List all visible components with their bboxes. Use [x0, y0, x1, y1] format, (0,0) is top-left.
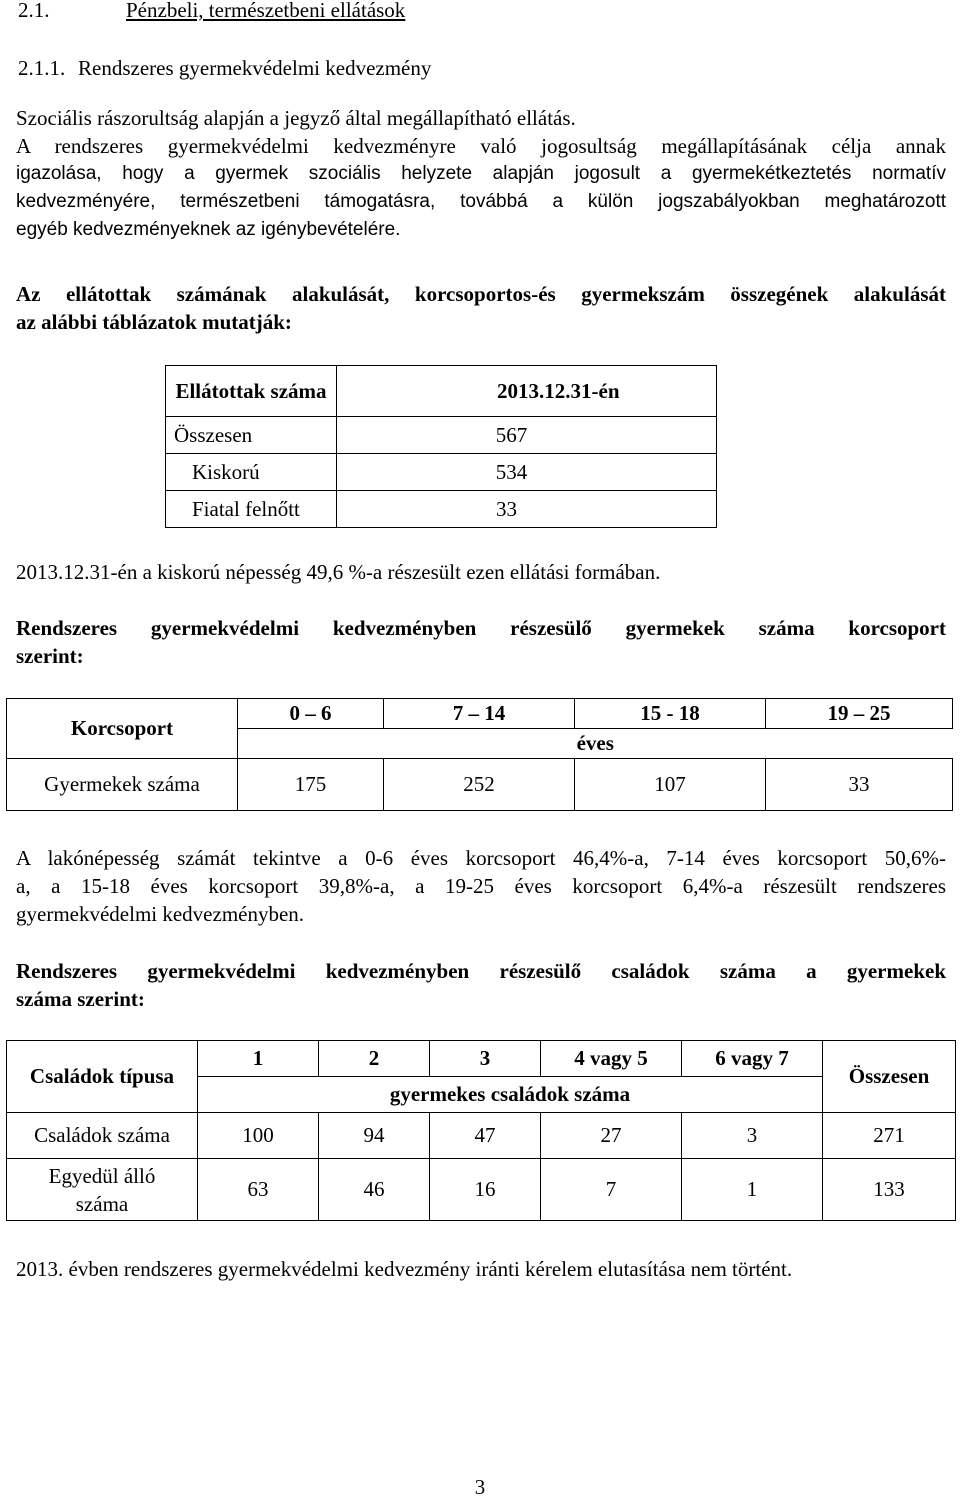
closing-note: 2013. évben rendszeres gyermekvédelmi kedvezmény iránti kérelem elutasítása nem történt. [16, 1257, 793, 1281]
table-row [166, 417, 717, 454]
value-cell: 27 [541, 1113, 682, 1159]
row-header-cell: Korcsoport [7, 699, 238, 759]
row-label: Családok száma [7, 1113, 198, 1159]
section-number: 2.1. [18, 0, 50, 22]
value-cell: 7 [541, 1159, 682, 1221]
header-cell: 2013.12.31-én [337, 366, 717, 417]
row-label: Gyermekek száma [7, 759, 238, 811]
subheader-cell: gyermekes családok száma [198, 1077, 823, 1113]
caption-line: száma szerint: [16, 987, 145, 1011]
value-cell: 1 [682, 1159, 823, 1221]
table-header-row [7, 1041, 956, 1077]
table2-note [16, 844, 946, 928]
value-cell: 46 [319, 1159, 430, 1221]
subsection-heading [18, 56, 431, 81]
note-line: gyermekvédelmi kedvezményben. [16, 902, 305, 926]
paragraph-line: A rendszeres gyermekvédelmi kedvezményre való jogosultság megállapításának célja annak [16, 134, 946, 158]
row-header-cell: Családok típusa [7, 1041, 198, 1113]
subsection-title: Rendszeres gyermekvédelmi kedvezmény [78, 56, 432, 80]
caption-line: Rendszeres gyermekvédelmi kedvezményben részesülő gyermekek száma korcsoport [16, 616, 946, 640]
age-group-table [6, 698, 953, 811]
age-group-cell: 15 - 18 [575, 699, 766, 729]
value-cell: 252 [384, 759, 575, 811]
value-cell: 3 [682, 1113, 823, 1159]
purpose-paragraph [16, 132, 946, 244]
row-label: Összesen [166, 417, 337, 454]
unit-cell: éves [238, 729, 953, 759]
row-value: 33 [337, 491, 717, 528]
table-row [7, 1113, 956, 1159]
value-cell: 63 [198, 1159, 319, 1221]
value-cell: 133 [823, 1159, 956, 1221]
value-cell: 175 [238, 759, 384, 811]
child-count-cell: 1 [198, 1041, 319, 1077]
table-row [166, 491, 717, 528]
value-cell: 271 [823, 1113, 956, 1159]
paragraph-line: egyéb kedvezményeknek az igénybevételére. [16, 219, 401, 240]
age-group-cell: 0 – 6 [238, 699, 384, 729]
child-count-cell: 6 vagy 7 [682, 1041, 823, 1077]
header-cell: Ellátottak száma [166, 366, 337, 417]
age-group-cell: 19 – 25 [766, 699, 953, 729]
row-value: 534 [337, 454, 717, 491]
row-label: Fiatal felnőtt [166, 491, 337, 528]
subsection-number: 2.1.1. [18, 56, 66, 80]
value-cell: 47 [430, 1113, 541, 1159]
note-line: a, a 15-18 éves korcsoport 39,8%-a, a 19-25 éves korcsoport 6,4%-a részesült rendszeres [16, 874, 946, 898]
age-group-cell: 7 – 14 [384, 699, 575, 729]
caption-line: Az ellátottak számának alakulását, korcsoportos-és gyermekszám összegének alakulását [16, 282, 946, 306]
table-row [7, 1159, 956, 1221]
table2-caption [16, 614, 946, 670]
table-row [166, 454, 717, 491]
value-cell: 33 [766, 759, 953, 811]
section-title: Pénzbeli, természetbeni ellátások [126, 0, 406, 22]
child-count-cell: 2 [319, 1041, 430, 1077]
row-value: 567 [337, 417, 717, 454]
table3-caption [16, 957, 946, 1013]
value-cell: 16 [430, 1159, 541, 1221]
child-count-cell: 3 [430, 1041, 541, 1077]
caption-line: szerint: [16, 644, 84, 668]
table1-caption [16, 280, 946, 336]
section-heading [18, 0, 405, 23]
paragraph-line: igazolása, hogy a gyermek szociális helyzete alapján jogosult a gyermekétkeztetés normatív [16, 163, 946, 184]
value-cell: 107 [575, 759, 766, 811]
value-cell: 100 [198, 1113, 319, 1159]
caption-line: Rendszeres gyermekvédelmi kedvezményben részesülő családok száma a gyermekek [16, 959, 946, 983]
total-header-cell: Összesen [823, 1041, 956, 1113]
intro-line: Szociális rászorultság alapján a jegyző által megállapítható ellátás. [16, 106, 576, 130]
family-table [6, 1040, 956, 1221]
table-row [7, 759, 953, 811]
note-line: A lakónépesség számát tekintve a 0-6 éves korcsoport 46,4%-a, 7-14 éves korcsoport 50,6%- [16, 846, 946, 870]
caption-line: az alábbi táblázatok mutatják: [16, 310, 292, 334]
table-header-row [166, 366, 717, 417]
page-number: 3 [474, 1475, 486, 1499]
table-header-row [7, 699, 953, 729]
row-label: Egyedül álló száma [7, 1159, 198, 1221]
row-label: Kiskorú [166, 454, 337, 491]
beneficiaries-table [165, 365, 717, 528]
value-cell: 94 [319, 1113, 430, 1159]
paragraph-line: kedvezményére, természetbeni támogatásra, továbbá a külön jogszabályokban meghatározott [16, 191, 946, 212]
child-count-cell: 4 vagy 5 [541, 1041, 682, 1077]
table1-note: 2013.12.31-én a kiskorú népesség 49,6 %-a részesült ezen ellátási formában. [16, 560, 661, 584]
